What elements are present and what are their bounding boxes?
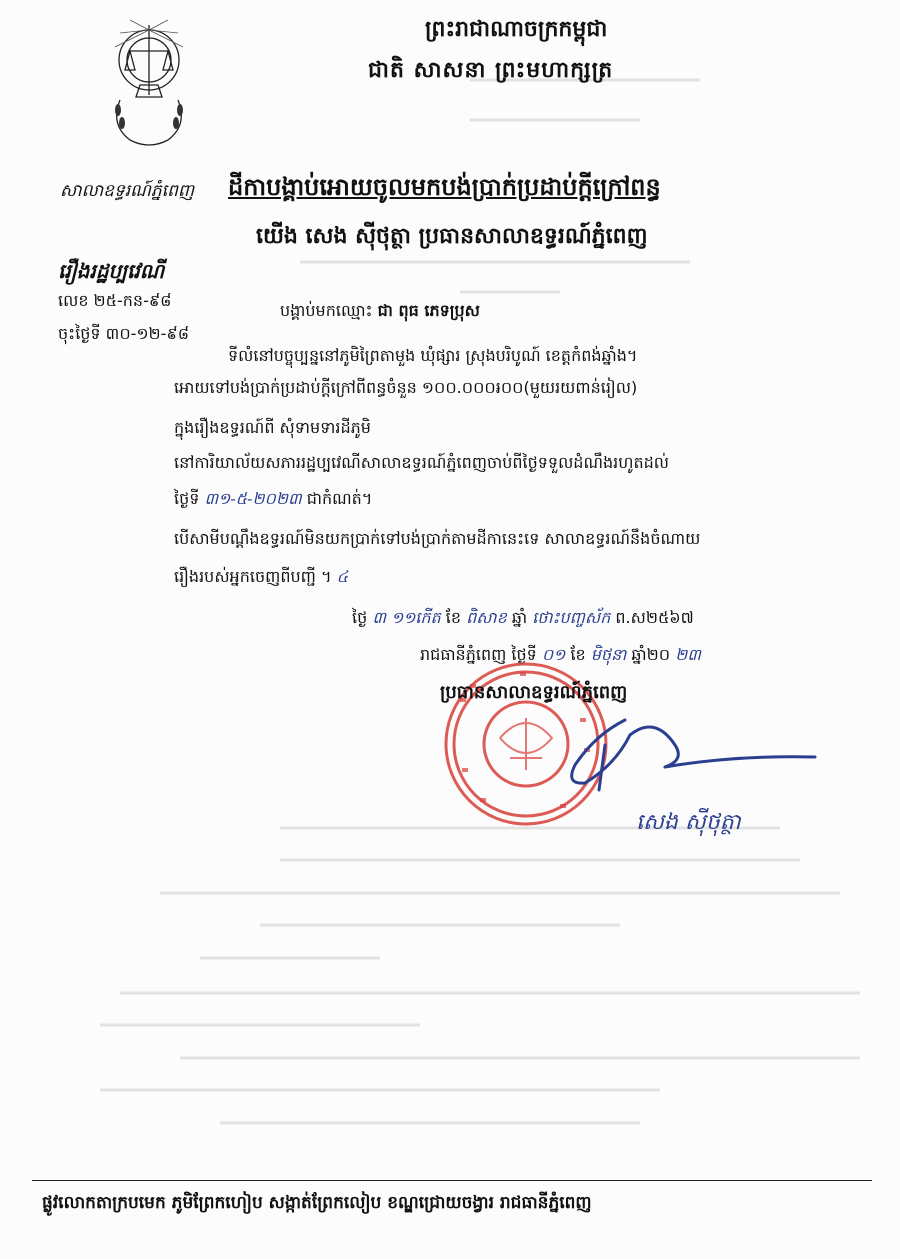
lunar-month: ពិសាខ <box>466 608 507 627</box>
motto-header: ជាតិ សាសនា ព្រះមហាក្សត្រ <box>368 58 614 83</box>
warning-line-2-text: រឿងរបស់អ្នកចេញពីបញ្ជី ។ <box>174 567 332 586</box>
order-label: បង្គាប់មកឈ្មោះ <box>280 301 373 320</box>
lunar-year: ថោះបញ្ចស័ក <box>532 608 611 627</box>
court-name-prefix: សាលាឧទ្ធរណ៍ភ្នំពេញ <box>60 181 195 201</box>
president-line: យើង សេង ស៊ីថុត្ថា ប្រធានសាលាឧទ្ធរណ៍ភ្នំពេញ <box>256 224 648 249</box>
lunar-prefix: ថ្ងៃ <box>352 608 368 627</box>
greg-month-prefix: ខែ <box>570 645 586 664</box>
warning-line-2 <box>174 566 348 590</box>
case-type-label: រឿងរដ្ឋប្បវេណី <box>58 259 165 283</box>
greg-year-prefix: ឆ្នាំ២០ <box>631 645 671 664</box>
case-date: ចុះថ្ងៃទី ៣០-១២-៩៨ <box>58 324 190 343</box>
order-line <box>280 300 480 324</box>
greg-year: ២៣ <box>675 645 701 664</box>
signature-title: ប្រធានសាលាឧទ្ធរណ៍ភ្នំពេញ <box>440 682 628 703</box>
order-name: ជា ពុធ ភេទប្រុស <box>377 301 480 320</box>
footer-address: ផ្លូវលោកតាក្របមេក ភូមិព្រែកហៀប សង្កាត់ព្រែកលៀប ខណ្ឌជ្រោយចង្វារ រាជធានីភ្នំពេញ <box>42 1193 592 1213</box>
lunar-day: ៣ ១១កើត <box>372 608 441 627</box>
footer-divider <box>32 1180 872 1181</box>
handwritten-signature <box>555 705 820 795</box>
warning-line: បើសាមីបណ្ដឹងឧទ្ធរណ៍មិនយកប្រាក់ទៅបង់ប្រាក់តាមដីកានេះទេ សាលាឧទ្ធរណ៍នឹងចំណាយ <box>174 529 701 548</box>
deadline-prefix: ថ្ងៃទី <box>174 489 200 508</box>
case-number: លេខ ២៥-កន-៩៨ <box>58 291 172 310</box>
signer-name: សេង ស៊ីថុត្ថា <box>636 810 741 835</box>
document-title: ដីកាបង្គាប់អោយចូលមកបង់ប្រាក់ប្រដាប់ក្ដីក្រៅពន្ធ <box>228 173 661 201</box>
deadline-line <box>174 488 372 512</box>
lunar-date-line <box>352 607 694 631</box>
warning-line-2-mark: ៤ <box>336 567 348 586</box>
deadline-value: ៣១-៥-២០២៣ <box>204 489 302 508</box>
greg-day: ០១ <box>541 645 566 664</box>
court-emblem-logo <box>100 15 198 153</box>
office-line: នៅការិយាល័យសភាររដ្ឋប្បវេណីសាលាឧទ្ធរណ៍ភ្នំពេញចាប់ពីថ្ងៃទទួលដំណឹងរហូតដល់ <box>174 453 669 472</box>
city-prefix: រាជធានីភ្នំពេញ ថ្ងៃទី <box>420 645 537 664</box>
address-line: ទីលំនៅបច្ចុប្បន្ននៅភូមិព្រៃតាមួង ឃុំផ្សារ ស្រុងបរិបូណ៍ ខេត្តកំពង់ឆ្នាំង។ <box>228 346 638 365</box>
payment-line: អោយទៅបង់ប្រាក់ប្រដាប់ក្ដីក្រៅពីពន្ធចំនួន ១០០.០០០៛០០(មួយរយពាន់រៀល) <box>174 378 638 397</box>
greg-month: មិថុនា <box>590 645 627 664</box>
lunar-year-prefix: ឆ្នាំ <box>511 608 528 627</box>
case-subject-line: ក្នុងរឿងឧទ្ធរណ៍ពី សុំទាមទារដីភូមិ <box>174 418 371 437</box>
deadline-suffix: ជាកំណត់។ <box>306 489 373 508</box>
lunar-be: ព.ស២៥៦៧ <box>615 608 694 627</box>
lunar-month-prefix: ខែ <box>445 608 462 627</box>
kingdom-header: ព្រះរាជាណាចក្រកម្ពុជា <box>425 17 608 42</box>
